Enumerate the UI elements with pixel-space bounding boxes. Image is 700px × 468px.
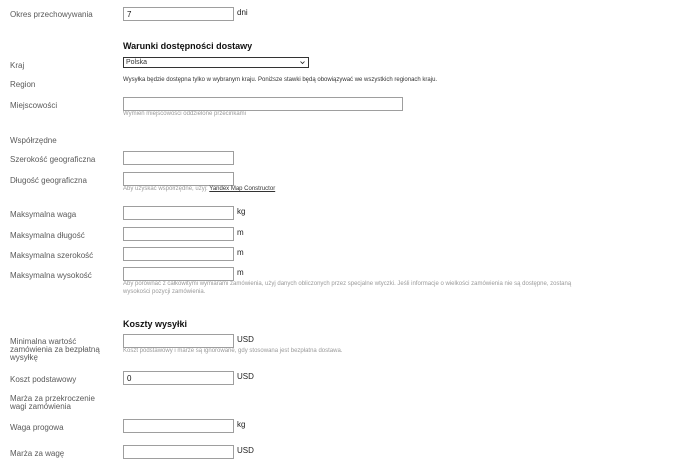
dimensions-hint-line-2: wysokości pozycji zamówienia. <box>123 289 206 295</box>
chevron-down-icon <box>300 60 305 65</box>
retention-label: Okres przechowywania <box>10 10 93 19</box>
threshold-weight-label: Waga progowa <box>10 423 64 432</box>
max-width-label: Maksymalna szerokość <box>10 251 94 260</box>
max-width-input[interactable] <box>123 247 234 261</box>
dimensions-hint-line-1: Aby porównać z całkowitymi wymiarami zamówienia, użyj danych obliczonych przez specjalne wtyczki. Jeśli informacje o wielkości zamówienia nie są dostępne, zostaną <box>123 281 572 287</box>
base-cost-label: Koszt podstawowy <box>10 375 77 384</box>
min-free-label-line-3: wysyłkę <box>10 353 39 362</box>
latitude-label: Szerokość geograficzna <box>10 155 96 164</box>
max-length-label: Maksymalna długość <box>10 231 85 240</box>
max-weight-unit: kg <box>237 207 246 216</box>
threshold-weight-input[interactable] <box>123 419 234 433</box>
city-label: Miejscowości <box>10 101 58 110</box>
overweight-label <box>10 395 95 411</box>
costs-heading: Koszty wysyłki <box>123 319 188 329</box>
max-weight-input[interactable] <box>123 206 234 220</box>
weight-margin-input[interactable] <box>123 445 234 459</box>
coordinates-hint-text: Aby uzyskać współrzędne, użyj: <box>123 186 208 192</box>
max-height-unit: m <box>237 268 244 277</box>
retention-unit: dni <box>237 8 248 17</box>
yandex-map-link[interactable]: Yandex Map Constructor <box>209 186 276 192</box>
max-height-input[interactable] <box>123 267 234 281</box>
base-cost-input[interactable] <box>123 371 234 385</box>
max-weight-label: Maksymalna waga <box>10 210 77 219</box>
min-free-label-line-1: Minimalna wartość <box>10 337 77 346</box>
region-note: Wysyłka będzie dostępna tylko w wybranym kraju. Poniższe stawki będą obowiązywać we wszystkich regionach kraju. <box>123 77 438 83</box>
max-length-unit: m <box>237 228 244 237</box>
min-free-label-line-2: zamówienia za bezpłatną <box>10 345 100 354</box>
base-cost-unit: USD <box>237 372 254 381</box>
city-hint: Wymień miejscowości oddzielone przecinkami <box>123 111 246 117</box>
coordinates-hint <box>123 186 275 193</box>
coordinates-label: Współrzędne <box>10 136 57 145</box>
latitude-input[interactable] <box>123 151 234 165</box>
country-select[interactable] <box>123 57 309 68</box>
min-free-input[interactable] <box>123 334 234 348</box>
max-width-unit: m <box>237 248 244 257</box>
min-free-unit: USD <box>237 335 254 344</box>
country-select-value: Polska <box>126 59 148 66</box>
availability-heading: Warunki dostępności dostawy <box>123 41 253 51</box>
country-label: Kraj <box>10 61 25 70</box>
max-length-input[interactable] <box>123 227 234 241</box>
longitude-input[interactable] <box>123 172 234 186</box>
min-free-label <box>10 338 100 362</box>
max-height-label: Maksymalna wysokość <box>10 271 92 280</box>
overweight-label-line-1: Marża za przekroczenie <box>10 394 95 403</box>
retention-input[interactable] <box>123 7 234 21</box>
overweight-label-line-2: wagi zamówienia <box>10 402 71 411</box>
weight-margin-label: Marża za wagę <box>10 449 65 458</box>
region-label: Region <box>10 80 36 89</box>
threshold-weight-unit: kg <box>237 420 246 429</box>
weight-margin-unit: USD <box>237 446 254 455</box>
longitude-label: Długość geograficzna <box>10 176 87 185</box>
min-free-hint: Koszt podstawowy i marże są ignorowane, gdy stosowana jest bezpłatna dostawa. <box>123 348 343 354</box>
city-input[interactable] <box>123 97 403 111</box>
